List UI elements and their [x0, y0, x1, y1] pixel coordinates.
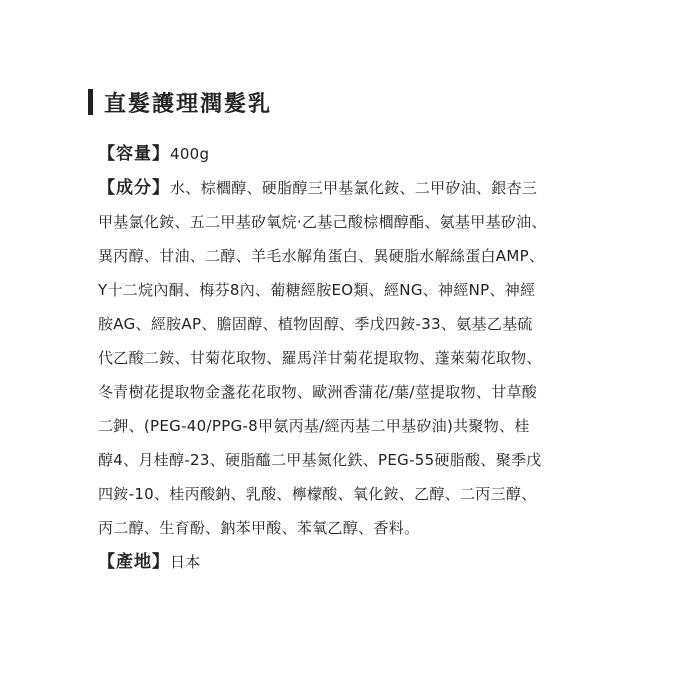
- ingredients-line: 二鉀、(PEG-40/PPG-8甲氨丙基/經丙基二甲基矽油)共聚物、桂: [98, 417, 530, 435]
- ingredients-label: 【成分】: [98, 178, 170, 198]
- ingredients-line: 冬青樹花提取物金盞花花取物、歐洲香蒲花/葉/莖提取物、甘草酸: [98, 383, 538, 401]
- ingredients-line: Y十二烷內酮、梅芬8內、葡糖經胺EO類、經NG、神經NP、神經: [98, 281, 536, 299]
- ingredients-line: 甲基氯化銨、五二甲基矽氧烷·乙基己酸棕櫚醇酯、氨基甲基矽油、: [98, 213, 547, 231]
- capacity-label: 【容量】: [98, 144, 170, 164]
- ingredients-line: 四銨-10、桂丙酸鈉、乳酸、檸檬酸、氧化銨、乙醇、二丙三醇、: [98, 485, 537, 503]
- title-accent-bar: [88, 89, 93, 115]
- ingredients-line: 代乙酸二銨、甘菊花取物、羅馬洋甘菊花提取物、蓬萊菊花取物、: [98, 349, 542, 367]
- capacity-row: [98, 137, 638, 171]
- ingredients-row: [98, 171, 638, 205]
- product-info: [98, 137, 638, 579]
- product-title-row: [88, 88, 272, 116]
- ingredients-line: 醇4、月桂醇-23、硬脂醯二甲基氮化鉄、PEG-55硬脂酸、聚季戊: [98, 451, 542, 469]
- origin-row: [98, 545, 638, 579]
- ingredients-line: 異丙醇、甘油、二醇、羊毛水解角蛋白、異硬脂水解絲蛋白AMP、: [98, 247, 545, 265]
- origin-value: 日本: [170, 553, 201, 571]
- ingredients-line: 胺AG、經胺AP、膽固醇、植物固醇、季戊四銨-33、氨基乙基硫: [98, 315, 533, 333]
- ingredients-line: 水、棕櫚醇、硬脂醇三甲基氯化銨、二甲矽油、銀杏三: [170, 179, 538, 197]
- product-title: 直髮護理潤髮乳: [104, 91, 273, 117]
- capacity-value: 400g: [170, 145, 210, 163]
- origin-label: 【產地】: [98, 552, 170, 572]
- ingredients-line: 丙二醇、生育酚、鈉苯甲酸、苯氧乙醇、香料。: [98, 519, 420, 537]
